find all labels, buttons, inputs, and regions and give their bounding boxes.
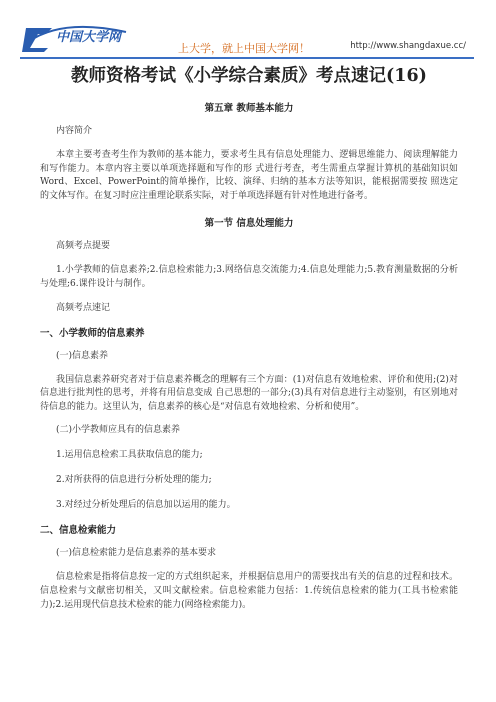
summary-label: 高频考点提要 bbox=[56, 241, 111, 252]
notes-label: 高频考点速记 bbox=[56, 302, 111, 313]
summary-paragraph: 1.小学教师的信息素养;2.信息检索能力;3.网络信息交流能力;4.信息处理能力;5.教育测量数据的分析与处理;6.课件设计与制作。 bbox=[40, 265, 458, 289]
list-item: 3.对经过分析处理后的信息加以运用的能力。 bbox=[56, 500, 236, 511]
document-title: 教师资格考试《小学综合素质》考点速记(16) bbox=[71, 66, 427, 86]
intro-paragraph: 本章主要考查考生作为教师的基本能力，要求考生具有信息处理能力、逻辑思维能力、阅读理解能力和写作能力。本章内容主要以单项选择题和写作的形 式进行考查，考生需重点掌握计算机的基础知识如Word、Excel、PowerPoint的简单操作，比较、演绎、归纳的基本方法等知识，能根据需要按 照选定的文体写作。在复习时应注重理论联系实际，对于单项选择题有针对性地进行备考。 bbox=[40, 150, 458, 201]
intro-label: 内容简介 bbox=[56, 126, 93, 136]
site-slogan: 上大学，就上中国大学网！ bbox=[178, 42, 310, 55]
list-item: 2.对所获得的信息进行分析处理的能力; bbox=[56, 475, 212, 486]
subheading-retrieval: (一)信息检索能力是信息素养的基本要求 bbox=[56, 548, 217, 559]
header-divider bbox=[20, 57, 474, 59]
section-heading: 第一节 信息处理能力 bbox=[204, 218, 294, 230]
page-header bbox=[0, 0, 496, 58]
heading-info-literacy: 一、小学教师的信息素养 bbox=[40, 327, 145, 339]
subheading-info-literacy: (一)信息素养 bbox=[56, 350, 109, 361]
logo-text: 中国大学网 bbox=[56, 30, 122, 45]
site-url-link[interactable]: http://www.shangdaxue.cc/ bbox=[350, 41, 466, 51]
retrieval-paragraph: 信息检索是指将信息按一定的方式组织起来，并根据信息用户的需要找出有关的信息的过程和技术。信息检索与文献密切相关，又叫文献检索。信息检索能力包括：1.传统信息检索的能力(工具书检索能力);2.运用现代信息技术检索的能力(网络检索能力)。 bbox=[40, 572, 458, 610]
info-literacy-paragraph: 我国信息素养研究者对于信息素养概念的理解有三个方面：(1)对信息有效地检索、评价和使用;(2)对信息进行批判性的思考，并将有用信息变成 自己思想的一部分;(3)具有对信息进行主动鉴别，有区别地对待信息的能力。这里认为，信息素养的核心是“对信息有效地检索、分析和使用”。 bbox=[40, 374, 458, 412]
list-item: 1.运用信息检索工具获取信息的能力; bbox=[56, 450, 203, 461]
chapter-heading: 第五章 教师基本能力 bbox=[204, 103, 294, 114]
subheading-teacher-literacy: (二)小学教师应具有的信息素养 bbox=[56, 425, 181, 436]
heading-retrieval: 二、信息检索能力 bbox=[40, 525, 117, 537]
document-body bbox=[40, 64, 458, 612]
